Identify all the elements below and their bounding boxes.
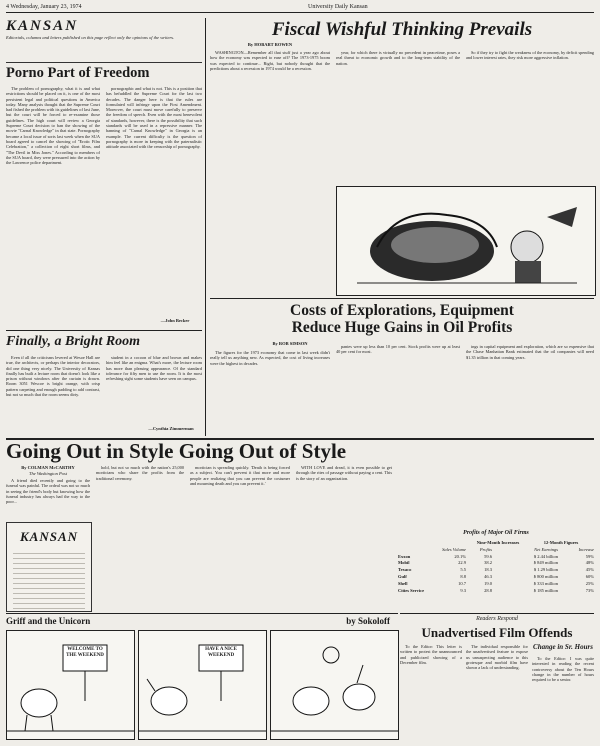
table-cell: 46.3: [484, 573, 492, 579]
bright-col1: Even if all the criticisms levered at Wesoe Hall are true, the architects, or perhaps the interior decorators, did one thing very nicely. The University of Kansas finally has built a lecture room that doesn't look like a prison without windows after the curtain is drawn. Room 3051 Wescoe is bright orange, with crisp pattern carpeting and enough padding to add contrast, but not so much that the room seems dirty.: [6, 355, 100, 398]
table-cell: $ 1.29 billion: [533, 567, 558, 573]
table-cell: 9.3: [460, 587, 466, 593]
table-cell: 38.2: [484, 560, 492, 566]
profits-col-header: Nine-Month Increases: [476, 540, 520, 545]
oil-cartoon-drawing: [337, 187, 595, 295]
cartoon-panel-3-drawing: [271, 631, 398, 739]
masthead-tagline: Editorials, columns and letters published on this page reflect only the opinions of the writers.: [6, 35, 175, 40]
goingout-headline: Going Out in Style Going Out of Style: [6, 439, 347, 463]
table-cell: $ 185 million: [533, 587, 558, 593]
table-cell: 73%: [585, 587, 594, 593]
table-cell: 45%: [585, 567, 594, 573]
porno-col1: The problem of pornography, what it is and what restrictions should be placed on it, is one of the most persistent legal and political questions in America today. Many analysts thought that the Supreme Court had fished the problem with its guidelines of last June, but the court will be forced to re-examine those guidelines. The high court will review a Georgia Supreme Court decision to ban the showing of the movie "Carnal Knowledge" in that state. Pornography became a local issue of sorts last week when the SUA board agreed to cancel the showing of "Erotic Film Celebration," a collection of eight short films, and "The Devil in Miss Jones." According to members of the SUA board, they were pressured into the action by the Lawrence police department.: [6, 86, 100, 166]
folio-date: 4 Wednesday, January 23, 1974: [6, 4, 82, 10]
costs-headline-2: Reduce Huge Gains in Oil Profits: [291, 319, 513, 336]
divider: [400, 613, 594, 614]
table-cell: Shell: [398, 580, 408, 586]
profits-rows: [398, 554, 594, 595]
table-cell: Exxon: [398, 553, 411, 559]
table-row: [398, 554, 594, 561]
table-cell: $ 849 million: [533, 560, 558, 566]
table-cell: $ 800 million: [533, 573, 558, 579]
goingout-col4: WITH LOVE and dread, it is even possible to get through the rites of passage without paying a cent. This is the story of an organization.: [296, 465, 392, 481]
table-row: [398, 560, 594, 567]
masthead: [6, 18, 202, 63]
cartoon-panel-2: [138, 630, 267, 740]
costs-col3: ings in capital equipment and exploration, which are so expensive that the Chase Manhattan Bank estimated that the oil companies will need $1.35 trillion in that coming years.: [466, 344, 594, 360]
profits-subheader-row: [398, 547, 594, 554]
table-cell: 22.9: [458, 560, 466, 566]
porno-byline: —John Becker: [160, 318, 190, 323]
porno-headline: Porno Part of Freedom: [6, 65, 150, 81]
table-row: [398, 581, 594, 588]
table-cell: Gulf: [398, 573, 407, 579]
cartoon-panel-3: [270, 630, 399, 740]
table-cell: 59.6: [484, 553, 492, 559]
cartoon-sign-weekend: HAVE A NICE WEEKEND: [205, 647, 237, 658]
table-cell: 5.5: [460, 567, 466, 573]
profits-subheader: Increase: [578, 546, 594, 552]
folio-paper: University Daily Kansan: [308, 4, 368, 10]
profits-header-row: [398, 540, 594, 547]
table-row: [398, 574, 594, 581]
fiscal-headline: Fiscal Wishful Thinking Prevails: [271, 19, 533, 40]
cartoon-sign-welcome: WELCOME TO THE WEEKEND: [66, 647, 104, 658]
fiscal-col1: WASHINGTON—Remember all that stuff just a year ago about how the economy was expected to ease off? The 1973-1975 boom was expected to continue... Right, but nobody thought that the predictions about a recession in 1974 would be a recession.: [210, 50, 330, 71]
table-row: [398, 567, 594, 574]
cartoon-panel-1: [6, 630, 135, 740]
kansan-box-staff-list: [13, 549, 85, 609]
goingout-col1: A friend died recently and going to the funeral was painful. The ordeal was not so much in seeing the friend's body but knowing how the funeral industry has always had the way to the poor...: [6, 478, 90, 505]
letters-col1: To the Editor: This letter is written to protest the unannounced and publicized showing of a December film.: [400, 644, 462, 665]
table-cell: 20.1%: [454, 553, 466, 559]
porno-col2: pornographic and what is not. This is a position that has befuddled the Supreme Court for the last two decades. The danger here is that the rules are formulated will infringe upon the First Amendment. Moreover, the court must move carefully to preserve the freedom of speech. Even with the most benevolent of standards, however, there is the possibility that such standards will be used in a repressive manner. The banning of "Carnal Knowledge" in Georgia is an example. The current difficulty is the question of pornography is more in keeping with the paternalistic attitude associated with the censorship of pornography.: [106, 86, 202, 150]
table-cell: 10.7: [458, 580, 466, 586]
costs-headline-1: Costs of Explorations, Equipment: [290, 302, 514, 319]
masthead-name: KANSAN: [6, 18, 79, 34]
profits-subheader: Sales Volume: [442, 546, 466, 552]
folio-bar: [6, 2, 594, 13]
table-cell: 48%: [585, 560, 594, 566]
table-cell: Mobil: [398, 560, 410, 566]
table-cell: 60%: [585, 573, 594, 579]
letters-col3: To the Editor: I was quite interested in reading the recent controversy about the Ten Hours change in the number of hours required to be a senior.: [532, 656, 594, 683]
cartoon-title: Griff and the Unicorn: [6, 616, 91, 626]
fiscal-byline: By HOBART ROWEN: [247, 42, 293, 47]
divider: [6, 613, 398, 614]
profits-subheader: Net Earnings: [534, 546, 558, 552]
bright-headline: Finally, a Bright Room: [6, 334, 141, 349]
goingout-byline-source: The Washington Post: [28, 471, 68, 476]
cartoon-author: by Sokoloff: [346, 616, 390, 626]
table-cell: 18.3: [484, 567, 492, 573]
bright-col2: student in a cocoon of blue and brown and makes him feel like an enigma. What's more, the lecture room has more than pleasing appearance. Of the standard tolerance for fifty men to use the room. It is the most refreshing sight some students have seen on campus.: [106, 355, 202, 382]
divider: [210, 298, 594, 299]
column-rule: [205, 18, 206, 436]
table-cell: 8.8: [460, 573, 466, 579]
table-cell: Texaco: [398, 567, 412, 573]
letters-subhead: Change in Sr. Hours: [533, 643, 593, 651]
table-cell: $ 2.44 billion: [533, 553, 558, 559]
table-cell: 28.8: [484, 587, 492, 593]
letters-col2: The individual responsible for the unadvertised feature to expose us unsuspecting audience to this grotesque and morbid film have shown a lack of understanding.: [466, 644, 528, 671]
table-cell: 19.0: [484, 580, 492, 586]
costs-col2: panies were up less than 10 per cent. Stock profits were up at least 40 per cent for most.: [336, 344, 460, 355]
profits-col-header: 12-Month Figures: [543, 540, 579, 545]
costs-byline: By ROB SIMSON: [272, 341, 308, 346]
divider: [6, 330, 202, 331]
goingout-col2: hold, but not so much with the nation's 25,000 morticians who share the profits from the traditional ceremony.: [96, 465, 184, 481]
table-cell: $ 333 million: [533, 580, 558, 586]
profits-table: [398, 540, 594, 594]
bright-byline: —Cynthia Zimmerman: [148, 426, 194, 431]
table-cell: 25%: [585, 580, 594, 586]
goingout-col3: mortician is spreading quickly. 'Death is being forced as a subject. You can't prevent it that more and more people are realizing that you can prevent the costumer and mourning death and you can prevent it.': [190, 465, 290, 486]
profits-subheader: Profits: [479, 546, 492, 552]
letters-kicker: Readers Respond: [476, 616, 518, 622]
fiscal-col2: year, for which there is virtually no precedent in peacetime, poses a real threat to economic growth and to the long-term stability of the nation.: [336, 50, 460, 66]
kansan-box-name: KANSAN: [19, 529, 79, 544]
table-row: [398, 588, 594, 595]
costs-col1: The figures for the 1973 economy that come in last week didn't really tell us anything new. As expected, the cost of living increases were the highest in decades.: [210, 350, 330, 366]
goingout-byline: By COLMAN McCARTHY: [21, 465, 75, 470]
fiscal-col3: So if they try to fight the weakness of the economy, by deficit spending and lower interest rates, they risk more aggressive inflation.: [466, 50, 594, 61]
oil-cartoon: [336, 186, 596, 296]
table-cell: 59%: [585, 553, 594, 559]
profits-subheader: [398, 547, 436, 554]
profits-title: Profits of Major Oil Firms: [463, 530, 529, 536]
letters-headline: Unadvertised Film Offends: [421, 625, 573, 640]
table-cell: Cities Service: [398, 587, 425, 593]
kansan-staff-box: [6, 522, 92, 612]
